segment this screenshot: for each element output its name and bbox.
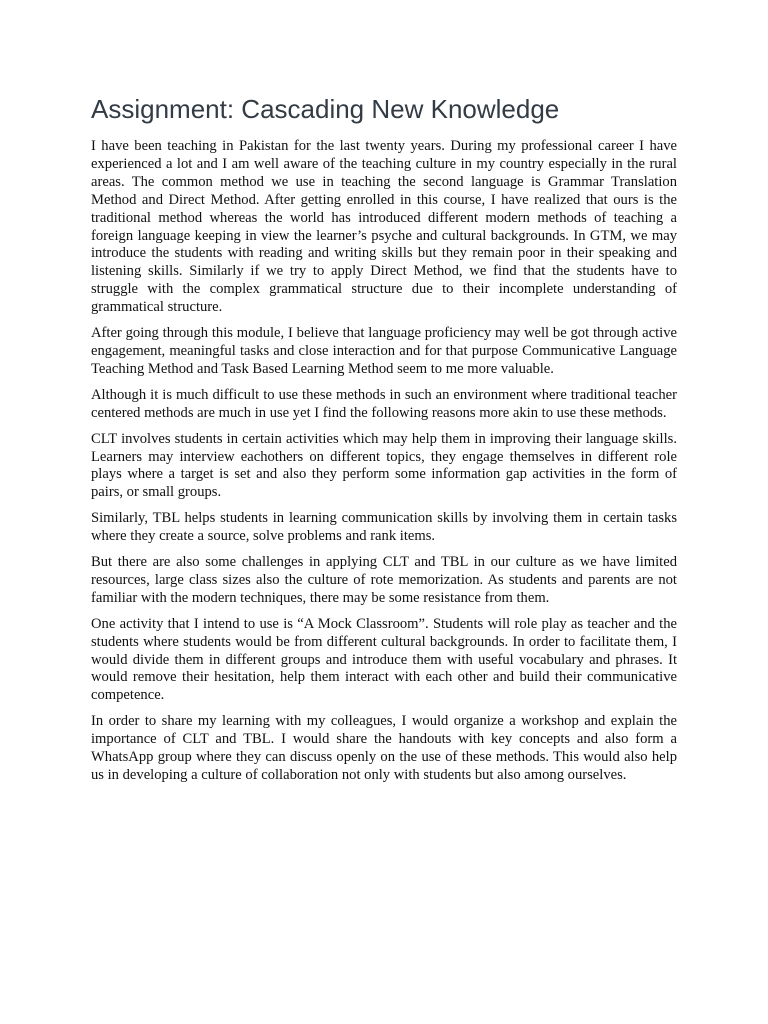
paragraph-6: But there are also some challenges in applying CLT and TBL in our culture as we have limited resources, large class sizes also the culture of rote memorization. As students and parents are not familiar with the modern techniques, there may be some resistance from them. [91, 554, 677, 606]
document-body [91, 92, 677, 793]
paragraph-1: I have been teaching in Pakistan for the last twenty years. During my professional career I have experienced a lot and I am well aware of the teaching culture in my country especially in the rural areas. The common method we use in teaching the second language is Grammar Translation Method and Direct Method. After getting enrolled in this course, I have realized that ours is the traditional method whereas the world has introduced different modern methods of teaching a foreign language keeping in view the learner’s psyche and cultural backgrounds. In GTM, we may introduce the students with reading and writing skills but they remain poor in their speaking and listening skills. Similarly if we try to apply Direct Method, we find that the students have to struggle with the complex grammatical structure due to their incomplete understanding of grammatical structure. [91, 138, 677, 316]
paragraph-4: CLT involves students in certain activities which may help them in improving their language skills. Learners may interview eachothers on different topics, they engage themselves in different role plays where a target is set and also they perform some information gap activities in the form of pairs, or small groups. [91, 430, 677, 501]
paragraph-5: Similarly, TBL helps students in learning communication skills by involving them in certain tasks where they create a source, solve problems and rank items. [91, 510, 677, 545]
paragraph-8: In order to share my learning with my colleagues, I would organize a workshop and explain the importance of CLT and TBL. I would share the handouts with key concepts and also form a WhatsApp group where they can discuss openly on the use of these methods. This would also help us in developing a culture of collaboration not only with students but also among ourselves. [91, 713, 677, 783]
paragraph-7: One activity that I intend to use is “A Mock Classroom”. Students will role play as teacher and the students where students would be from different cultural backgrounds. In order to facilitate them, I would divide them in different groups and introduce them with useful vocabulary and phrases. It would remove their hesitation, help them interact with each other and build their communicative competence. [91, 615, 677, 704]
paragraph-3: Although it is much difficult to use these methods in such an environment where traditional teacher centered methods are much in use yet I find the following reasons more akin to use these methods. [91, 386, 677, 421]
paragraph-2: After going through this module, I believe that language proficiency may well be got through active engagement, meaningful tasks and close interaction and for that purpose Communicative Language Teaching Method and Task Based Learning Method seem to me more valuable. [91, 325, 677, 377]
document-title: Assignment: Cascading New Knowledge [91, 94, 560, 124]
